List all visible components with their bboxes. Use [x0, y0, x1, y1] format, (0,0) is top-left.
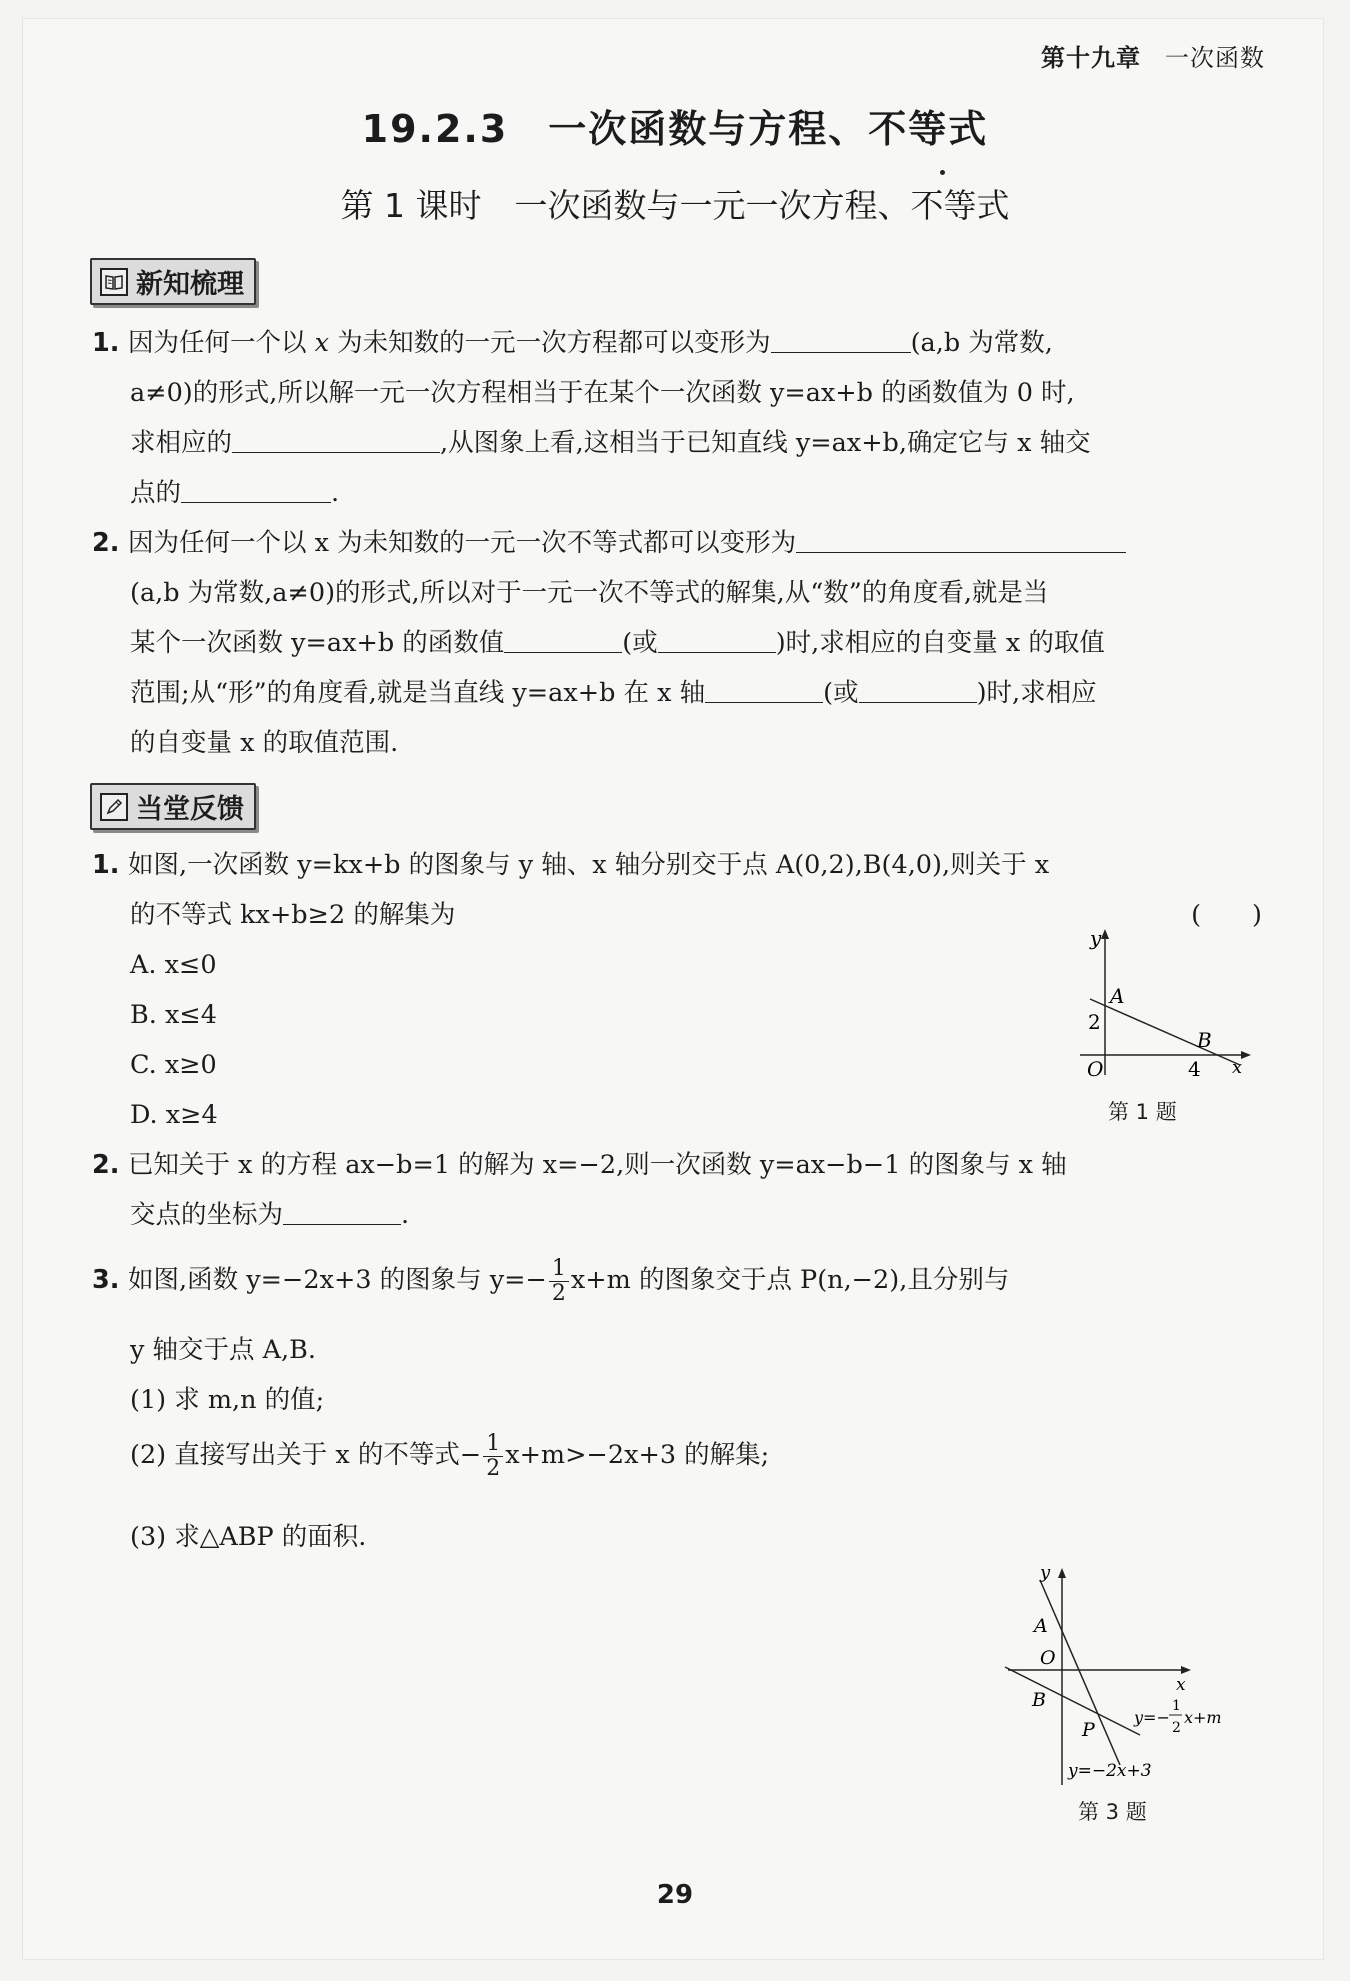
text: 因为任何一个以 x 为未知数的一元一次不等式都可以变形为: [128, 528, 797, 558]
practice-question-2: [92, 1140, 1262, 1240]
y-axis-arrow: [1058, 1568, 1066, 1578]
text-line: (3) 求△ABP 的面积.: [130, 1522, 367, 1552]
text-line: a≠0)的形式,所以解一元一次方程相当于在某个一次函数 y=ax+b 的函数值为 0 时,: [130, 378, 1075, 408]
fraction: [483, 1432, 503, 1481]
answer-blank[interactable]: [232, 422, 440, 453]
answer-blank[interactable]: [283, 1194, 401, 1225]
text: .: [331, 478, 340, 508]
text: 交点的坐标为: [130, 1200, 284, 1230]
figure-3-caption: 第 3 题: [1078, 1800, 1147, 1824]
text: x+m 的图象交于点 P(n,−2),且分别与: [570, 1265, 1010, 1295]
text-line: y 轴交于点 A,B.: [130, 1335, 316, 1365]
text: 为未知数的一元一次方程都可以变形为: [329, 328, 771, 358]
sub-question-1: (1) 求 m,n 的值;: [130, 1385, 325, 1415]
point-p-label: P: [1082, 1719, 1095, 1741]
answer-blank[interactable]: [705, 672, 823, 703]
x-label: x: [1176, 1675, 1186, 1695]
answer-blank[interactable]: [181, 472, 331, 503]
item-number: 3.: [92, 1265, 120, 1295]
point-a-label: A: [1034, 1615, 1048, 1637]
numerator: 1: [483, 1432, 503, 1457]
chapter-header: [1041, 38, 1265, 73]
answer-blank[interactable]: [771, 322, 911, 353]
line1-label: y=−2x+3: [1068, 1761, 1152, 1781]
emphasis-dot: [940, 170, 945, 175]
numerator: 1: [549, 1257, 569, 1282]
tick-2-label: 2: [1088, 1010, 1101, 1034]
text: ,从图象上看,这相当于已知直线 y=ax+b,确定它与 x 轴交: [440, 428, 1091, 458]
option-a[interactable]: A. x≤0: [130, 950, 217, 980]
text-line: 的自变量 x 的取值范围.: [130, 728, 399, 758]
y-label: y: [1090, 926, 1102, 950]
text: .: [401, 1200, 410, 1230]
x-label: x: [1232, 1057, 1243, 1078]
section-tag-review: [90, 258, 256, 305]
answer-blank[interactable]: [796, 522, 1126, 553]
option-c[interactable]: C. x≥0: [130, 1050, 217, 1080]
var-x: x: [314, 328, 329, 358]
item-number: 2.: [92, 528, 120, 558]
point-b-label: B: [1197, 1028, 1212, 1052]
line2-label-den: 2: [1172, 1720, 1181, 1736]
fraction: [549, 1257, 569, 1306]
chapter-number: 第十九章: [1041, 44, 1141, 72]
x-axis-arrow: [1241, 1051, 1251, 1059]
text: 范围;从“形”的角度看,就是当直线 y=ax+b 在 x 轴: [130, 678, 706, 708]
item-number: 1.: [92, 328, 120, 358]
item-number: 1.: [92, 850, 120, 880]
line2-label-prefix: y=−: [1134, 1708, 1170, 1727]
review-item-2: [92, 518, 1262, 768]
line-neg-half-x-plus-m: [1005, 1667, 1140, 1735]
chapter-topic: 一次函数: [1165, 44, 1265, 72]
line2-label-num: 1: [1172, 1698, 1181, 1714]
section-label-practice: 当堂反馈: [136, 794, 244, 825]
denominator: 2: [551, 1280, 566, 1306]
practice-question-3: [92, 1255, 1262, 1306]
answer-blank[interactable]: [504, 622, 622, 653]
text: 如图,一次函数 y=kx+b 的图象与 y 轴、x 轴分别交于点 A(0,2),B(4,0),则关于 x: [128, 850, 1050, 880]
y-axis-arrow: [1101, 929, 1109, 939]
text: 某个一次函数 y=ax+b 的函数值: [130, 628, 505, 658]
text: 点的: [130, 478, 182, 508]
text: )时,求相应的自变量 x 的取值: [775, 628, 1105, 658]
answer-blank[interactable]: [658, 622, 776, 653]
lesson-subtitle: 第 1 课时 一次函数与一元一次方程、不等式: [340, 186, 1010, 225]
section-label-review: 新知梳理: [136, 269, 244, 300]
tick-4-label: 4: [1188, 1057, 1201, 1081]
item-number: 2.: [92, 1150, 120, 1180]
section-tag-practice: [90, 783, 256, 830]
text: x+m>−2x+3 的解集;: [505, 1440, 770, 1470]
line-neg-2x-plus-3: [1040, 1580, 1120, 1765]
practice-question-3-cont: [92, 1325, 1262, 1425]
text: (a,b 为常数,: [910, 328, 1053, 358]
text-line: (a,b 为常数,a≠0)的形式,所以对于一元一次不等式的解集,从“数”的角度看,就是当: [130, 578, 1049, 608]
figure-1-graph: [1060, 925, 1260, 1095]
figure-3-graph: [1000, 1560, 1270, 1800]
text-line: 的不等式 kx+b≥2 的解集为: [130, 900, 456, 930]
denominator: 2: [486, 1455, 501, 1481]
text: 如图,函数 y=−2x+3 的图象与 y=−: [128, 1265, 547, 1295]
answer-paren[interactable]: ( ): [1191, 900, 1262, 930]
text: )时,求相应: [976, 678, 1097, 708]
point-a-label: A: [1110, 984, 1125, 1008]
y-label: y: [1040, 1562, 1051, 1583]
page-number: 29: [656, 1880, 694, 1910]
sub-question-3: [92, 1512, 1262, 1562]
figure-1-caption: 第 1 题: [1108, 1100, 1177, 1124]
x-axis-arrow: [1181, 1666, 1191, 1674]
section-title: 19.2.3 一次函数与方程、不等式: [361, 107, 989, 151]
text: 因为任何一个以: [128, 328, 315, 358]
answer-blank[interactable]: [859, 672, 977, 703]
text: (或: [622, 628, 658, 658]
option-d[interactable]: D. x≥4: [130, 1100, 218, 1130]
text: 求相应的: [130, 428, 233, 458]
sub-question-2: [92, 1430, 1262, 1481]
text: (或: [823, 678, 859, 708]
pencil-icon: [100, 793, 128, 821]
origin-label: O: [1087, 1057, 1104, 1081]
review-item-1: [92, 318, 1262, 518]
point-b-label: B: [1032, 1689, 1046, 1711]
option-b[interactable]: B. x≤4: [130, 1000, 217, 1030]
origin-label: O: [1040, 1647, 1056, 1669]
text: (2) 直接写出关于 x 的不等式−: [130, 1440, 482, 1470]
book-icon: [100, 268, 128, 296]
line2-label-suffix: x+m: [1184, 1708, 1222, 1727]
text: 已知关于 x 的方程 ax−b=1 的解为 x=−2,则一次函数 y=ax−b−1 的图象与 x 轴: [128, 1150, 1067, 1180]
